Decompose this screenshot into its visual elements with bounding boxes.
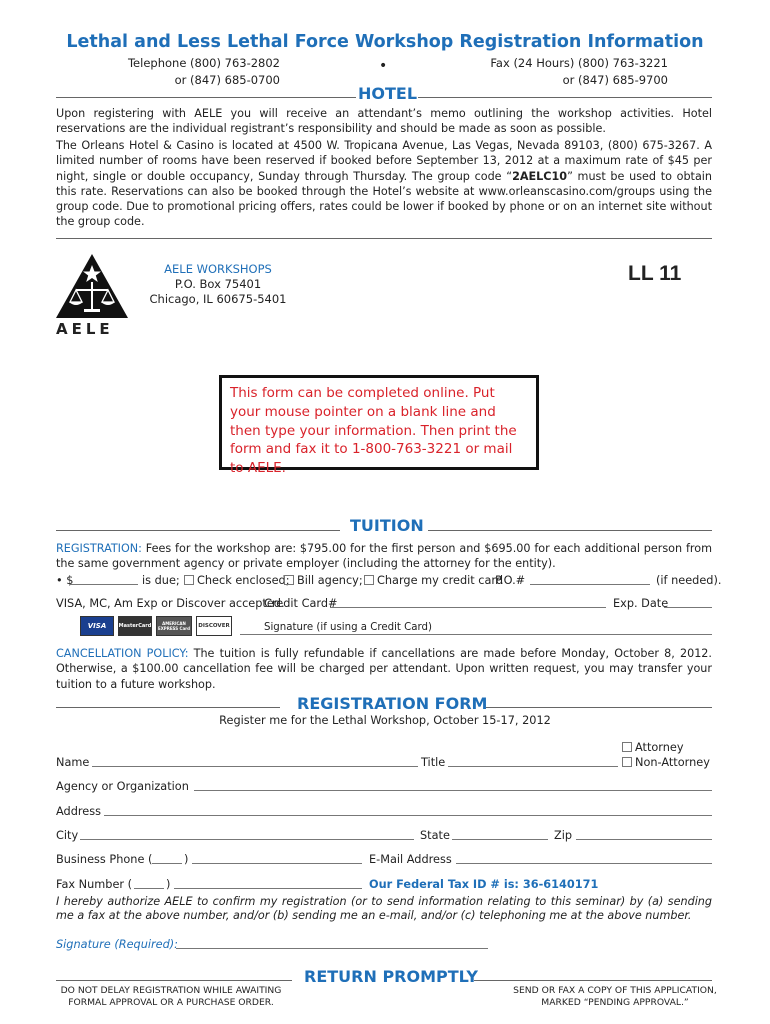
- zip-label: Zip: [554, 829, 573, 842]
- aele-logo: [54, 252, 134, 342]
- divider: [418, 97, 712, 98]
- header-bullet: •: [379, 58, 388, 74]
- divider: [428, 530, 712, 531]
- mastercard-icon: MasterCard: [118, 616, 152, 636]
- business-phone-field[interactable]: [192, 863, 362, 864]
- signature-required-label: Signature (Required):: [56, 938, 178, 951]
- org-name: AELE WORKSHOPS: [164, 262, 272, 276]
- city-label: City: [56, 829, 79, 842]
- cards-accepted: VISA, MC, Am Exp or Discover accepted.: [56, 597, 285, 610]
- divider: [56, 97, 356, 98]
- footer-note-right-1: SEND OR FAX A COPY OF THIS APPLICATION,: [513, 985, 717, 996]
- fax-number-field[interactable]: [174, 888, 362, 889]
- fax-number-alt: or (847) 685-9700: [562, 73, 668, 87]
- phone-area-field[interactable]: [152, 863, 182, 864]
- charge-card-option[interactable]: [364, 574, 503, 587]
- non-attorney-option[interactable]: [622, 756, 710, 769]
- federal-tax-id: Our Federal Tax ID # is: 36-6140171: [369, 878, 599, 891]
- fax-number: Fax (24 Hours) (800) 763-3221: [490, 56, 668, 70]
- card-signature-field[interactable]: [240, 634, 712, 635]
- state-label: State: [420, 829, 450, 842]
- return-promptly-heading: RETURN PROMPTLY: [304, 967, 478, 986]
- is-due-label: is due;: [142, 574, 180, 587]
- fax-area-field[interactable]: [134, 888, 164, 889]
- charge-card-label: Charge my credit card: [377, 574, 504, 587]
- authorization-text: I hereby authorize AELE to confirm my registration (or to send information relating to this seminar) by (a) sending me a fax at the above number, and/or (b) sending me an e-mail, and/or (c) telephoning me at the above number.: [56, 895, 712, 922]
- business-phone-label: Business Phone (: [56, 853, 153, 866]
- registration-text: Fees for the workshop are: $795.00 for the first person and $695.00 for each additional person from the same government agency or private employer (including the attorney for the entity).: [56, 542, 712, 571]
- credit-card-label: Credit Card#: [264, 597, 338, 610]
- telephone-alt: or (847) 685-0700: [174, 73, 280, 87]
- logo-text: AELE: [56, 320, 114, 338]
- state-field[interactable]: [452, 839, 548, 840]
- agency-label: Agency or Organization: [56, 780, 189, 793]
- hotel-details-text-2: ” must be used to obtain this rate. Reservations can also be booked through the Hotel’s website at www.orleanscasino.com/groups using the group code. Due to promotional pricing offers, rates could be lower if booked by phone or on an internet site without the group code.: [56, 169, 712, 229]
- hotel-intro: Upon registering with AELE you will receive an attendant’s memo outlining the workshop activities. Hotel reservations are the individual registrant’s responsibility and should be made as soon as possible.: [56, 107, 712, 136]
- cancellation-label: CANCELLATION POLICY:: [56, 647, 189, 660]
- address-label: Address: [56, 805, 101, 818]
- dollar-label: • $: [56, 574, 74, 587]
- address-field[interactable]: [104, 815, 712, 816]
- group-code: 2AELC10: [512, 169, 568, 183]
- exp-date-field[interactable]: [664, 607, 712, 608]
- zip-field[interactable]: [576, 839, 712, 840]
- city-field[interactable]: [80, 839, 414, 840]
- registration-subtitle: Register me for the Lethal Workshop, October 15-17, 2012: [219, 714, 551, 727]
- divider: [56, 707, 280, 708]
- non-attorney-label: Non-Attorney: [635, 756, 710, 769]
- divider: [56, 530, 340, 531]
- agency-field[interactable]: [194, 790, 712, 791]
- title-field[interactable]: [448, 766, 618, 767]
- if-needed-label: (if needed).: [656, 574, 722, 587]
- cancellation-text: The tuition is fully refundable if cancellations are made before Monday, October 8, 2012. Otherwise, a $100.00 cancellation fee will be charged per attendant. Upon written request, you may transfer your tuition to a future workshop.: [56, 647, 712, 691]
- name-label: Name: [56, 756, 90, 769]
- footer-note-right-2: MARKED “PENDING APPROVAL.”: [541, 997, 689, 1008]
- telephone: Telephone (800) 763-2802: [127, 56, 280, 70]
- check-enclosed-option[interactable]: [184, 574, 290, 587]
- registration-fees: [56, 541, 712, 572]
- form-code: LL 11: [628, 262, 682, 285]
- title-label: Title: [421, 756, 446, 769]
- visa-card-icon: VISA: [80, 616, 114, 636]
- page-title: Lethal and Less Lethal Force Workshop Registration Information: [66, 32, 704, 52]
- fax-number-label: Fax Number (: [56, 878, 133, 891]
- footer-note-left-1: DO NOT DELAY REGISTRATION WHILE AWAITING: [60, 985, 282, 996]
- city-address: Chicago, IL 60675-5401: [149, 292, 287, 306]
- po-box: P.O. Box 75401: [174, 277, 262, 291]
- amex-card-icon: AMERICAN EXPRESS Card: [156, 616, 192, 636]
- po-field[interactable]: [530, 584, 650, 585]
- amount-field[interactable]: [70, 584, 138, 585]
- hotel-details-text: The Orleans Hotel & Casino is located at 4500 W. Tropicana Avenue, Las Vegas, Nevada 89103, (800) 675-3267. A limited number of rooms have been reserved if booked before September 13, 2012 at a maximum rate of $45 per night, single or double occupancy, Sunday through Thursday. The group code “: [56, 139, 712, 183]
- po-label: P.O.#: [495, 574, 526, 587]
- checkbox[interactable]: [622, 742, 632, 752]
- tuition-heading: TUITION: [350, 516, 424, 535]
- discover-card-icon: DISCOVER: [196, 616, 232, 636]
- cancellation-policy: [56, 646, 712, 692]
- name-field[interactable]: [92, 766, 418, 767]
- credit-card-field[interactable]: [330, 607, 606, 608]
- checkbox[interactable]: [622, 757, 632, 767]
- footer-note-left-2: FORMAL APPROVAL OR A PURCHASE ORDER.: [68, 997, 274, 1008]
- signature-field[interactable]: [176, 948, 488, 949]
- attorney-label: Attorney: [635, 741, 684, 754]
- divider: [486, 707, 712, 708]
- divider: [474, 980, 712, 981]
- bill-agency-label: Bill agency;: [297, 574, 363, 587]
- phone-close-paren: ): [184, 853, 189, 866]
- checkbox[interactable]: [364, 575, 374, 585]
- registration-label: REGISTRATION:: [56, 542, 142, 555]
- registration-form-heading: REGISTRATION FORM: [297, 694, 488, 713]
- bill-agency-option[interactable]: [284, 574, 363, 587]
- exp-date-label: Exp. Date: [613, 597, 669, 610]
- hotel-details: [56, 138, 712, 230]
- attorney-option[interactable]: [622, 741, 684, 754]
- divider: [56, 980, 292, 981]
- check-enclosed-label: Check enclosed;: [197, 574, 290, 587]
- email-field[interactable]: [456, 863, 712, 864]
- divider: [56, 238, 712, 239]
- checkbox[interactable]: [184, 575, 194, 585]
- hotel-heading: HOTEL: [358, 84, 418, 103]
- email-label: E-Mail Address: [369, 853, 452, 866]
- checkbox[interactable]: [284, 575, 294, 585]
- card-signature-label: Signature (if using a Credit Card): [264, 622, 432, 633]
- fax-close-paren: ): [166, 878, 171, 891]
- online-note: This form can be completed online. Put your mouse pointer on a blank line and then type your information. Then print the form and fax it to 1-800-763-3221 or mail to AELE.: [219, 375, 539, 470]
